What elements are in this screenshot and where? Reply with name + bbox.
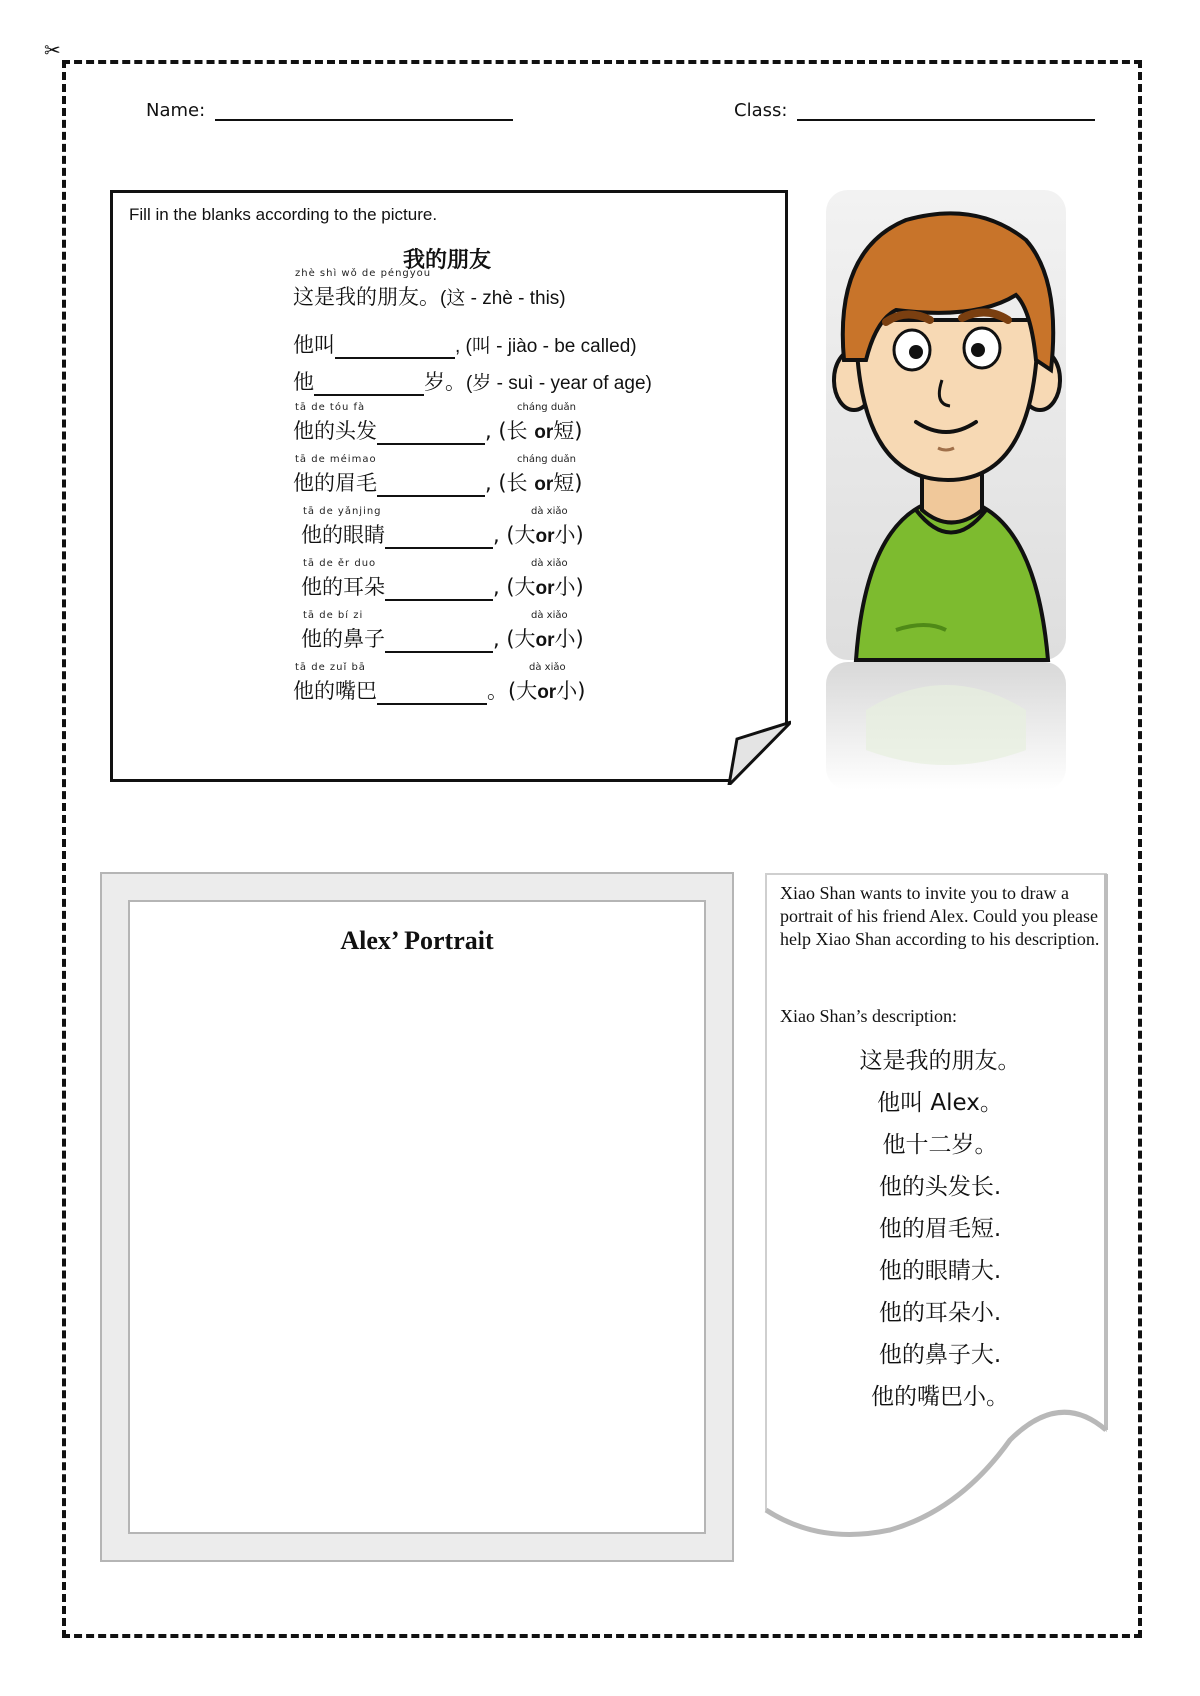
- row-hint-a: , (长: [485, 471, 535, 495]
- worksheet-row: [293, 454, 583, 497]
- scissors-icon: ✂: [44, 38, 61, 62]
- worksheet-row: [301, 610, 584, 653]
- description-line: 他的头发长.: [878, 1174, 1002, 1200]
- row-text: 他的鼻子: [301, 627, 385, 651]
- description-line: 这是我的朋友。: [859, 1048, 1021, 1074]
- description-line: 他的眉毛短.: [878, 1216, 1002, 1242]
- row-hint: , (叫 - jiào - be called): [455, 336, 637, 357]
- worksheet-row: [301, 506, 584, 549]
- answer-blank[interactable]: [385, 631, 493, 653]
- row-hint-b: 小): [556, 679, 586, 703]
- description-label: Xiao Shan’s description:: [780, 1006, 957, 1026]
- worksheet-row: [293, 329, 637, 359]
- class-blank[interactable]: [797, 101, 1095, 121]
- row-text: 这是我的朋友。: [293, 285, 440, 309]
- row-hint: (这 - zhè - this): [440, 288, 566, 309]
- worksheet-title: 我的朋友: [403, 248, 492, 273]
- row-hint-a: , (大: [493, 523, 536, 547]
- option-pinyin: dà xiǎo: [529, 662, 566, 673]
- row-pinyin: tā de bí zi: [303, 610, 364, 621]
- option-pinyin: dà xiǎo: [531, 558, 568, 569]
- option-pinyin: cháng duǎn: [517, 454, 576, 465]
- row-hint-a: , (大: [493, 575, 536, 599]
- answer-blank[interactable]: [377, 683, 487, 705]
- row-after-text: 岁。: [424, 370, 466, 394]
- row-or: or: [534, 474, 554, 495]
- worksheet-row: [301, 558, 584, 601]
- description-line: 他叫 Alex。: [877, 1090, 1003, 1116]
- description-lines: [780, 1040, 1100, 1418]
- worksheet-row: [293, 402, 583, 445]
- option-pinyin: dà xiǎo: [531, 506, 568, 517]
- worksheet-row: [293, 268, 566, 311]
- row-text: 他的耳朵: [301, 575, 385, 599]
- row-text: 他: [293, 370, 314, 394]
- answer-blank[interactable]: [314, 374, 424, 396]
- row-hint-a: , (长: [485, 419, 535, 443]
- boy-illustration: [826, 190, 1066, 790]
- row-hint: (岁 - suì - year of age): [466, 373, 652, 394]
- worksheet-panel: [110, 190, 788, 782]
- name-blank[interactable]: [215, 101, 513, 121]
- row-text: 他的头发: [293, 419, 377, 443]
- answer-blank[interactable]: [385, 527, 493, 549]
- row-pinyin: zhè shì wǒ de péngyou: [295, 268, 432, 279]
- row-hint-a: 。(大: [487, 679, 538, 703]
- description-line: 他的耳朵小.: [878, 1300, 1002, 1326]
- row-pinyin: tā de tóu fà: [295, 402, 366, 413]
- answer-blank[interactable]: [377, 423, 485, 445]
- description-line: 他的嘴巴小。: [871, 1384, 1009, 1410]
- answer-blank[interactable]: [377, 475, 485, 497]
- instruction-text: Fill in the blanks according to the picture.: [129, 205, 438, 224]
- class-label: Class:: [734, 100, 788, 121]
- description-line: 他十二岁。: [882, 1132, 998, 1158]
- row-pinyin: tā de yǎnjing: [303, 506, 382, 517]
- row-hint-b: 短): [553, 419, 583, 443]
- option-pinyin: cháng duǎn: [517, 402, 576, 413]
- row-pinyin: tā de zuǐ bā: [295, 662, 366, 673]
- row-pinyin: tā de ěr duo: [303, 558, 377, 569]
- row-text: 他的眼睛: [301, 523, 385, 547]
- answer-blank[interactable]: [335, 337, 455, 359]
- description-line: 他的眼睛大.: [878, 1258, 1002, 1284]
- worksheet-row: [293, 662, 586, 705]
- description-line: 他的鼻子大.: [878, 1342, 1002, 1368]
- row-text: 他的嘴巴: [293, 679, 377, 703]
- row-or: or: [535, 526, 555, 547]
- name-field: [146, 100, 513, 121]
- row-or: or: [535, 630, 555, 651]
- row-hint-b: 小): [554, 575, 584, 599]
- portrait-drawing-area[interactable]: [128, 900, 706, 1534]
- row-hint-b: 小): [554, 523, 584, 547]
- row-hint-a: , (大: [493, 627, 536, 651]
- row-text: 他的眉毛: [293, 471, 377, 495]
- row-pinyin: tā de méimao: [295, 454, 377, 465]
- row-hint-b: 小): [554, 627, 584, 651]
- answer-blank[interactable]: [385, 579, 493, 601]
- row-or: or: [535, 578, 555, 599]
- description-intro: Xiao Shan wants to invite you to draw a portrait of his friend Alex. Could you please help Xiao Shan according to his description.: [780, 883, 1100, 949]
- name-label: Name:: [146, 100, 206, 121]
- row-or: or: [537, 682, 557, 703]
- portrait-frame: [100, 872, 734, 1562]
- class-field: [734, 100, 1095, 121]
- option-pinyin: dà xiǎo: [531, 610, 568, 621]
- worksheet-row: [293, 366, 652, 396]
- row-text: 他叫: [293, 333, 335, 357]
- row-hint-b: 短): [553, 471, 583, 495]
- row-or: or: [534, 422, 554, 443]
- portrait-title: Alex’ Portrait: [340, 926, 494, 955]
